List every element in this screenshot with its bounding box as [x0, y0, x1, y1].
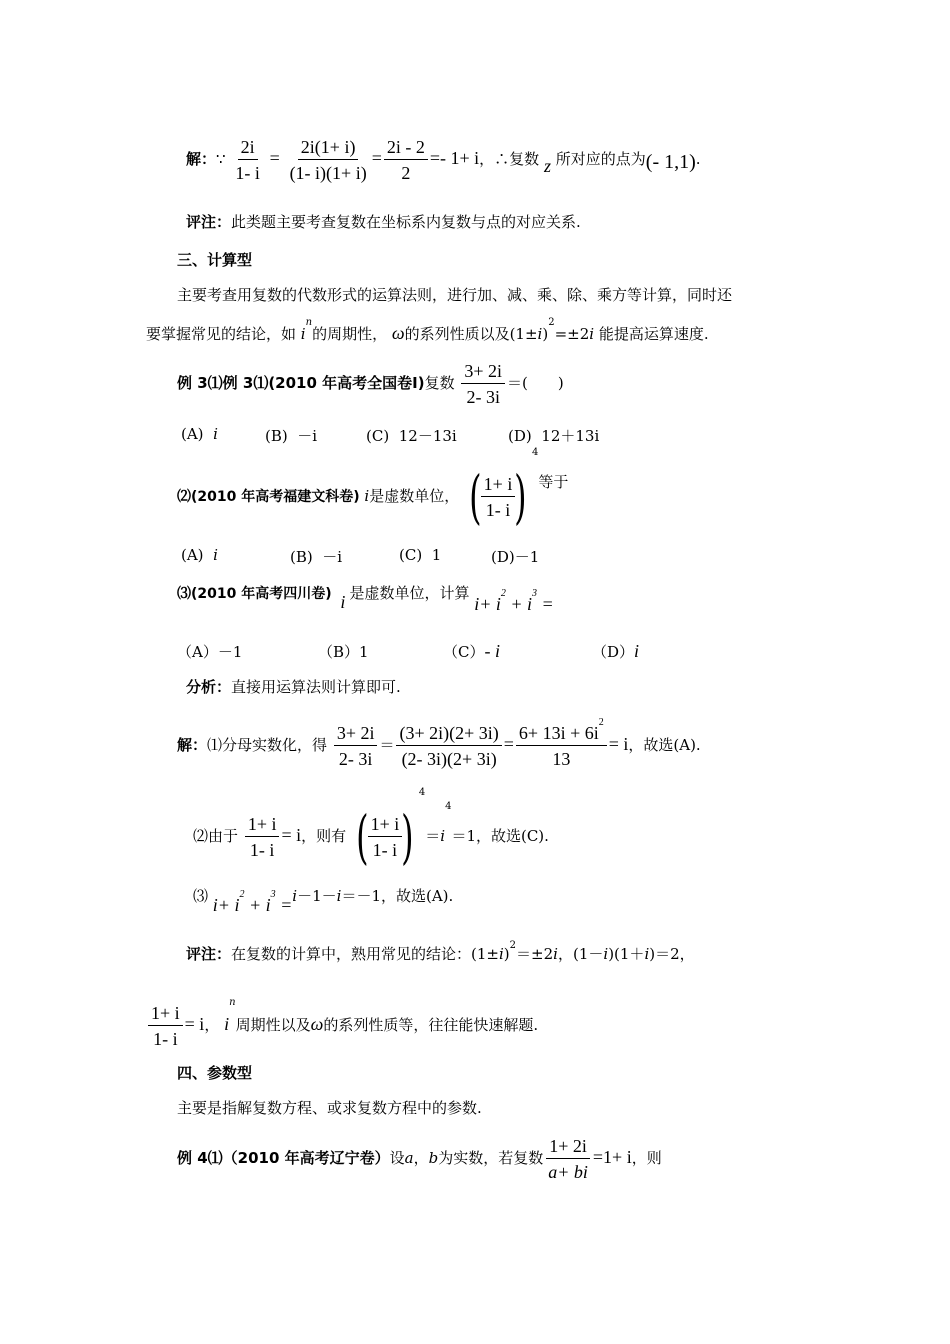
denominator: a+ bi: [548, 1162, 588, 1182]
exponent: 2: [598, 717, 604, 728]
denominator: 1- i: [372, 840, 398, 860]
variable-i: i: [300, 325, 306, 343]
text: ，则有: [301, 827, 347, 845]
denominator: 2- 3i: [466, 387, 500, 407]
denominator: 2- 3i: [338, 749, 373, 769]
fraction: [396, 724, 501, 768]
denominator: (1- i)(1+ i): [289, 163, 367, 183]
therefore-text: ∴复数: [494, 150, 540, 168]
text: ⑴分母实数化，得: [207, 736, 328, 754]
intro-4: 主要是指解复数方程、或求复数方程中的参数.: [177, 1099, 482, 1117]
left-paren: (: [469, 463, 482, 531]
variable-i: i: [336, 887, 342, 905]
right-paren: ): [401, 803, 414, 871]
exponent: n: [229, 997, 236, 1008]
exponent: 4: [418, 787, 426, 798]
expression: $i+ i^2 + i^3$ =: [474, 588, 554, 614]
denominator: 1- i: [235, 163, 260, 183]
numerator: 1+ 2i: [546, 1137, 590, 1159]
fraction: [461, 362, 505, 406]
variable-z: z: [543, 156, 551, 176]
numerator: 6+ 13i + 6i: [518, 723, 599, 743]
denominator: 1- i: [249, 840, 275, 860]
denominator: 1- i: [485, 500, 511, 520]
text: 要掌握常见的结论，如: [146, 325, 297, 343]
solution-label: 解：: [177, 736, 208, 754]
option-c: (C) 1: [399, 546, 442, 564]
fraction: [287, 138, 370, 182]
text: 等于: [538, 473, 569, 491]
text: 是虚数单位，计算: [349, 584, 470, 602]
solution-3-1: 解：⑴分母实数化，得 $\frac{3+ 2i}{2- 3i}$ ＝ $\frac{(3+ 2i)(2+ 3i)}{(2- 3i)(2+ 3i)}$ = $\frac{6+ 13i + 6i^2}{13}$ = i，故选(A).: [177, 717, 701, 769]
text: 由于: [208, 827, 239, 845]
fraction: [245, 815, 280, 859]
intro-3-line1: 主要考查用复数的代数形式的运算法则，进行加、减、乘、除、乘方等计算，同时还: [177, 286, 733, 304]
result: =- 1+ i: [429, 148, 480, 168]
example-3-3: [177, 583, 554, 614]
fraction: [368, 815, 403, 859]
point-value: (- 1,1): [645, 151, 696, 173]
text: ＝: [425, 827, 441, 845]
exponent: 2: [548, 317, 555, 328]
variable-b: b: [428, 1149, 439, 1167]
example-4: 例 4⑴（2010 年高考辽宁卷）设a，b为实数，若复数 $\frac{1+ 2i}{a+ bi}$ =1+ i，则: [177, 1136, 662, 1182]
equals: ＝: [379, 736, 395, 754]
numerator: 3+ 2i: [334, 724, 378, 746]
text: 的周期性，: [312, 325, 388, 343]
note-3-continued: $\frac{1+ i}{1- i}$ = i， $i^n$周期性以及ω的系列性质等，往往能快速解题.: [146, 1004, 538, 1048]
variable-i: i: [224, 1014, 230, 1034]
option-b: （B）1: [318, 643, 369, 661]
text: －1－: [297, 887, 337, 905]
denominator: (2- 3i)(2+ 3i): [401, 749, 497, 769]
equals: =: [269, 148, 280, 168]
analysis-text: 直接用运算法则计算即可.: [231, 678, 401, 696]
text: 复数: [424, 374, 455, 392]
variable-i: i: [292, 887, 298, 905]
omega-symbol: ω: [391, 323, 405, 343]
expression: $i+ i^2 + i^3$ =: [212, 889, 293, 915]
numerator: 1+ i: [368, 815, 403, 837]
right-paren: ): [514, 463, 527, 531]
period: .: [695, 150, 701, 168]
section-3-title: 三、计算型: [177, 251, 253, 269]
note-label: 评注：: [186, 213, 232, 231]
solution-3-2: [193, 787, 549, 871]
exponent: 4: [445, 801, 452, 812]
option-a: (A) i: [181, 546, 218, 564]
denominator: 1- i: [153, 1029, 178, 1049]
variable-i: i: [440, 827, 446, 845]
variable-i: i: [340, 592, 346, 612]
text: ＝( ): [507, 374, 564, 392]
numerator: 2i - 2: [384, 138, 428, 160]
option-d: (D) 12＋13i: [508, 427, 600, 445]
variable-i: i: [589, 325, 595, 343]
result: =1+ i: [592, 1147, 632, 1167]
option-b: (B) －i: [290, 548, 343, 566]
note-1: [186, 215, 581, 230]
option-d: （D）i: [592, 641, 640, 661]
denominator: 13: [552, 749, 571, 769]
fraction: [481, 475, 516, 519]
analysis: [186, 680, 401, 695]
option-d: (D)－1: [491, 548, 540, 566]
text: ): [542, 325, 549, 343]
fraction: [516, 717, 607, 769]
fraction: [148, 1004, 183, 1048]
intro-3-line2: [146, 317, 709, 343]
numerator: 3+ 2i: [461, 362, 505, 384]
option-a: (A) i: [181, 425, 218, 443]
text: ＝1，故选(C).: [451, 827, 549, 845]
option-a: （A）－1: [177, 643, 243, 661]
solution-1: [186, 138, 701, 182]
numerator: 1+ i: [481, 475, 516, 497]
option-c: (C) 12－13i: [366, 427, 457, 445]
fraction: [232, 138, 263, 182]
text: 能提高运算速度.: [594, 325, 709, 343]
result: = i: [281, 825, 302, 845]
section-4-title: 四、参数型: [177, 1064, 253, 1082]
text: =±2: [554, 325, 590, 343]
example-3-1: [177, 362, 564, 406]
analysis-label: 分析：: [186, 678, 232, 696]
label: ⑶: [193, 887, 209, 905]
example-label: ⑶(2010 年高考四川卷): [177, 586, 332, 602]
option-b: (B) －i: [265, 427, 318, 445]
omega-symbol: ω: [310, 1014, 324, 1034]
fraction: [545, 1137, 591, 1181]
result: = i: [184, 1014, 205, 1034]
numerator: 1+ i: [148, 1004, 183, 1026]
numerator: 2i(1+ i): [298, 138, 359, 160]
fraction: [384, 138, 428, 182]
example-label: 例 3⑴例 3⑴(2010 年高考全国卷Ⅰ): [177, 374, 425, 392]
note-text: 此类题主要考查复数在坐标系内复数与点的对应关系.: [231, 213, 581, 231]
equals: =: [371, 148, 382, 168]
example-label: ⑵(2010 年高考福建文科卷): [177, 489, 360, 505]
text: ＝－1，故选(A).: [341, 887, 454, 905]
note-label: 评注：: [186, 945, 232, 963]
because-symbol: ∵: [216, 150, 226, 168]
text: ，故选(A).: [628, 736, 701, 754]
point-text: 所对应的点为: [555, 150, 646, 168]
text: 是虚数单位，: [369, 487, 460, 505]
variable-i: i: [364, 487, 370, 505]
variable-i: i: [537, 325, 543, 343]
example-3-2: [177, 447, 569, 531]
example-label: 例 4⑴（2010 年高考辽宁卷）: [177, 1149, 390, 1167]
denominator: 2: [401, 163, 411, 183]
result: = i: [608, 734, 629, 754]
fraction: [334, 724, 378, 768]
numerator: 1+ i: [245, 815, 280, 837]
note-3: 评注：在复数的计算中，熟用常见的结论：$(1\pm i)^2=\pm 2i$，(1－i)(1＋i)＝2，: [186, 940, 695, 963]
option-c: （C）- i: [443, 641, 500, 661]
variable-a: a: [404, 1149, 414, 1167]
solution-label: 解：: [186, 150, 217, 168]
numerator: (3+ 2i)(2+ 3i): [396, 724, 501, 746]
solution-3-3: [193, 886, 454, 915]
numerator: 2i: [238, 138, 258, 160]
left-paren: (: [356, 803, 369, 871]
text: 的系列性质以及(1±: [404, 325, 538, 343]
comma: ，: [479, 150, 495, 168]
label: ⑵: [193, 827, 209, 845]
exponent: n: [305, 317, 313, 328]
exponent: 4: [531, 447, 539, 458]
